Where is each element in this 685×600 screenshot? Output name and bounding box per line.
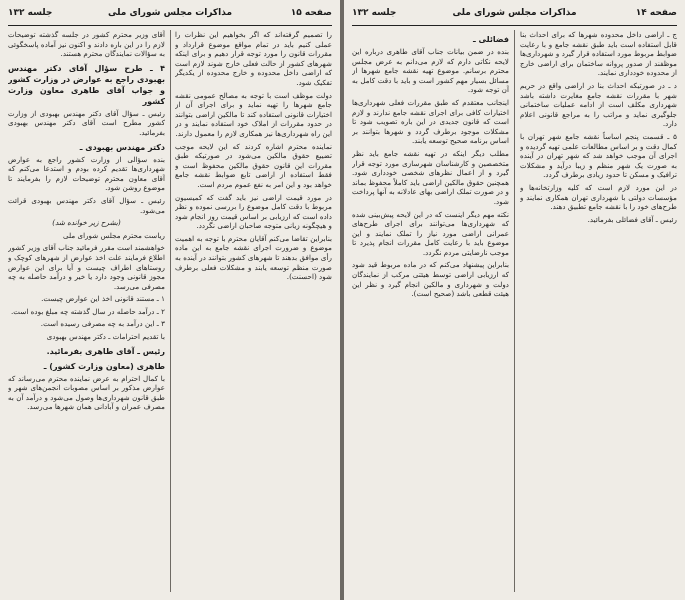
paragraph: رئیس ـ آقای فضائلی بفرمائید. [587, 214, 677, 224]
journal-title: مذاکرات مجلس شورای ملی [452, 8, 577, 18]
speaker-heading: رئیس ـ آقای طاهری بفرمائید. [46, 346, 165, 356]
journal-title: مذاکرات مجلس شورای ملی [107, 8, 233, 18]
paragraph: نکته مهم دیگر اینست که در این لایحه پیش‌بینی شده که شهرداری‌ها می‌توانند برای اجرای طرح‌های عمرانی اراضی مورد نیاز را تملک نمایند و این موضوع باید با رعایت کامل مقررات انجام پذیرد تا موجب نارضایتی مردم نگردد. [352, 209, 509, 257]
paragraph: بنابراین پیشنهاد می‌کنم که در ماده مربوط قید شود که ارزیابی اراضی توسط هیئتی مرکب از نمایندگان دولت و شهرداری و مالکین انجام گیرد و نظر این هیئت قطعی باشد (صحیح است). [352, 260, 509, 299]
paragraph: رئیس ـ سؤال آقای دکتر مهندس بهبودی از وزارت کشور مطرح است آقای دکتر مهندس بهبودی بفرمائید. [8, 108, 165, 137]
page-header [352, 8, 677, 22]
paragraph: با کمال احترام به عرض نماینده محترم می‌رساند که عوارض مذکور بر اساس مصوبات انجمن‌های شهر و طبق قانون شهرداری‌ها وصول می‌شود و درآمد آن به مصرف عمران و آبادانی همان شهرها می‌رسد. [8, 373, 165, 412]
paragraph: در مورد قیمت اراضی نیز باید گفت که کمیسیون مربوط با دقت کامل موضوع را بررسی نموده و نظر داده است که ارزیابی بر اساس قیمت روز انجام شود و هیچگونه زیانی متوجه صاحبان اراضی نگردد. [175, 192, 332, 231]
paragraph: را تصمیم گرفته‌اند که اگر بخواهیم این نظرات را عملی کنیم باید در تمام مواقع موضوع قرارداد و مقررات قانون را مورد توجه قرار دهیم و برای اینکه شهرهای کشور از حالت فعلی خارج شوند لازم است که اراضی داخل محدوده و خارج محدوده از یکدیگر تفکیک شود. [175, 30, 332, 87]
speaker-heading: فضائلی ـ [472, 35, 509, 44]
paragraph: در این مورد لازم است که کلیه وزارتخانه‌ها و مؤسسات دولتی با شهرداری تهران همکاری نمایند و طرح‌های خود را با نقشه جامع تطبیق دهند. [520, 182, 677, 212]
paragraph: ۵ ـ قسمت پنجم اساساً نقشه جامع شهر تهران با کمال دقت و بر اساس مطالعات علمی تهیه گردیده و اجرای آن موجب خواهد شد که شهر تهران در آینده به صورت یک شهر منظم و زیبا درآید و مشکلات ترافیک و مسکن تا حدود زیادی برطرف گردد. [520, 131, 677, 180]
column-divider [514, 30, 515, 592]
paragraph: نماینده محترم اشاره کردند که این لایحه موجب تضییع حقوق مالکین می‌شود در صورتیکه طبق مقررات این قانون حقوق مالکین محفوظ است و فقط استفاده از اراضی تابع ضوابط نقشه جامع خواهد بود و این امر به نفع عموم مردم است. [175, 141, 332, 189]
session-number: جلسه ۱۳۲ [352, 8, 397, 18]
paragraph: خواهشمند است مقرر فرمائید جناب آقای وزیر کشور اطلاع فرمایند علت اخذ عوارض از شهرهای کوچک و روستاهای اطراف چیست و آیا برای این عوارض مجوز قانونی وجود دارد یا خیر و درآمد حاصله به چه مصرفی می‌رسد. [8, 243, 165, 291]
text-column-left [352, 30, 509, 592]
page-number: صفحه ۱۴ [635, 8, 677, 18]
header-rule [8, 25, 332, 26]
speaker-heading: دکتر مهندس بهبودی ـ [79, 142, 165, 152]
page-number: صفحه ۱۵ [290, 8, 332, 18]
paragraph: دولت موظف است با توجه به مصالح عمومی نقشه جامع شهرها را تهیه نماید و برای اجرای آن از اختیارات قانونی استفاده کند تا مالکین اراضی بتوانند در حدود مقررات از املاک خود استفاده نمایند و در این راه شهرداری‌ها نیز همکاری لازم را معمول دارند. [175, 90, 332, 138]
paragraph: ۱ ـ مستند قانونی اخذ این عوارض چیست. [41, 294, 165, 304]
paragraph: ۲ ـ درآمد حاصله در سال گذشته چه مبلغ بوده است. [11, 306, 165, 316]
paragraph: بنده سؤالی از وزارت کشور راجع به عوارض شهرداری‌ها تقدیم کرده بودم و استدعا می‌کنم که آقای معاون محترم توضیحات لازم را بفرمایند تا موضوع روشن شود. [8, 154, 165, 193]
speaker-heading: طاهری (معاون وزارت کشور) ـ [43, 361, 165, 371]
paragraph: ج ـ اراضی داخل محدوده شهرها که برای احداث بنا قابل استفاده است باید طبق نقشه جامع و با رعایت ضوابط مربوط مورد استفاده قرار گیرد و شهرداری‌ها موظفند از صدور پروانه ساختمان برای اراضی خارج از محدوده خودداری نمایند. [520, 30, 677, 78]
paragraph: (بشرح زیر خوانده شد) [52, 218, 121, 228]
text-column-right [520, 30, 677, 592]
paragraph: د ـ در صورتیکه احداث بنا در اراضی واقع در حریم شهر با مقررات نقشه جامع مغایرت داشته باشد شهرداری مکلف است از ادامه عملیات ساختمانی جلوگیری نماید و مراتب را به مراجع قانونی اعلام دارد. [520, 80, 677, 129]
session-number: جلسه ۱۳۲ [8, 8, 53, 18]
speaker-heading: ۴ ـ طرح سؤال آقای دکتر مهندس بهبودی راجع به عوارض در وزارت کشور و جواب آقای طاهری معاون وزارت کشور [8, 63, 165, 106]
paragraph: با تقدیم احترامات ـ دکتر مهندس بهبودی [46, 332, 165, 342]
paragraph: ریاست محترم مجلس شورای ملی [62, 230, 165, 240]
page-header [8, 8, 332, 22]
paragraph: آقای وزیر محترم کشور در جلسه گذشته توضیحات لازم را در این باره دادند و اکنون نیز آماده پاسخگوئی به سؤالات نمایندگان محترم هستند. [8, 30, 165, 59]
left-page [0, 0, 340, 600]
text-column-right [175, 30, 332, 592]
paragraph: بنده در ضمن بیانات جناب آقای طاهری درباره این لایحه نکاتی دارم که لازم می‌دانم به عرض مجلس محترم برسانم. موضوع تهیه نقشه جامع شهرها از مسائل بسیار مهم کشور است و باید با دقت کامل به آن توجه شود. [352, 47, 509, 95]
right-page [344, 0, 685, 600]
column-divider [170, 30, 171, 592]
header-rule [352, 25, 677, 26]
paragraph: ۳ ـ این درآمد به چه مصرفی رسیده است. [40, 319, 165, 329]
paragraph: رئیس ـ سؤال آقای دکتر مهندس بهبودی قرائت می‌شود. [8, 195, 165, 215]
paragraph: بنابراین تقاضا می‌کنم آقایان محترم با توجه به اهمیت موضوع و ضرورت اجرای نقشه جامع به این ماده رأی موافق بدهند تا شهرهای کشور بتوانند در آینده به صورت منظم توسعه یابند و مشکلات فعلی برطرف شود (احسنت). [175, 233, 332, 282]
paragraph: اینجانب معتقدم که طبق مقررات فعلی شهرداری‌ها اختیارات کافی برای اجرای نقشه جامع ندارند و لازم است که قانون جدیدی در این باره تصویب شود تا مشکلات موجود برطرف گردد و شهرها بتوانند بر اساس برنامه صحیح توسعه یابند. [352, 97, 509, 146]
paragraph: مطلب دیگر اینکه در تهیه نقشه جامع باید نظر متخصصین و کارشناسان شهرسازی مورد توجه قرار گیرد و از اعمال نظرهای شخصی خودداری شود. همچنین حقوق مالکین اراضی باید کاملاً محفوظ بماند و در صورت تملک اراضی بهای عادلانه به آنها پرداخت شود. [352, 148, 509, 206]
text-column-left [8, 30, 165, 592]
